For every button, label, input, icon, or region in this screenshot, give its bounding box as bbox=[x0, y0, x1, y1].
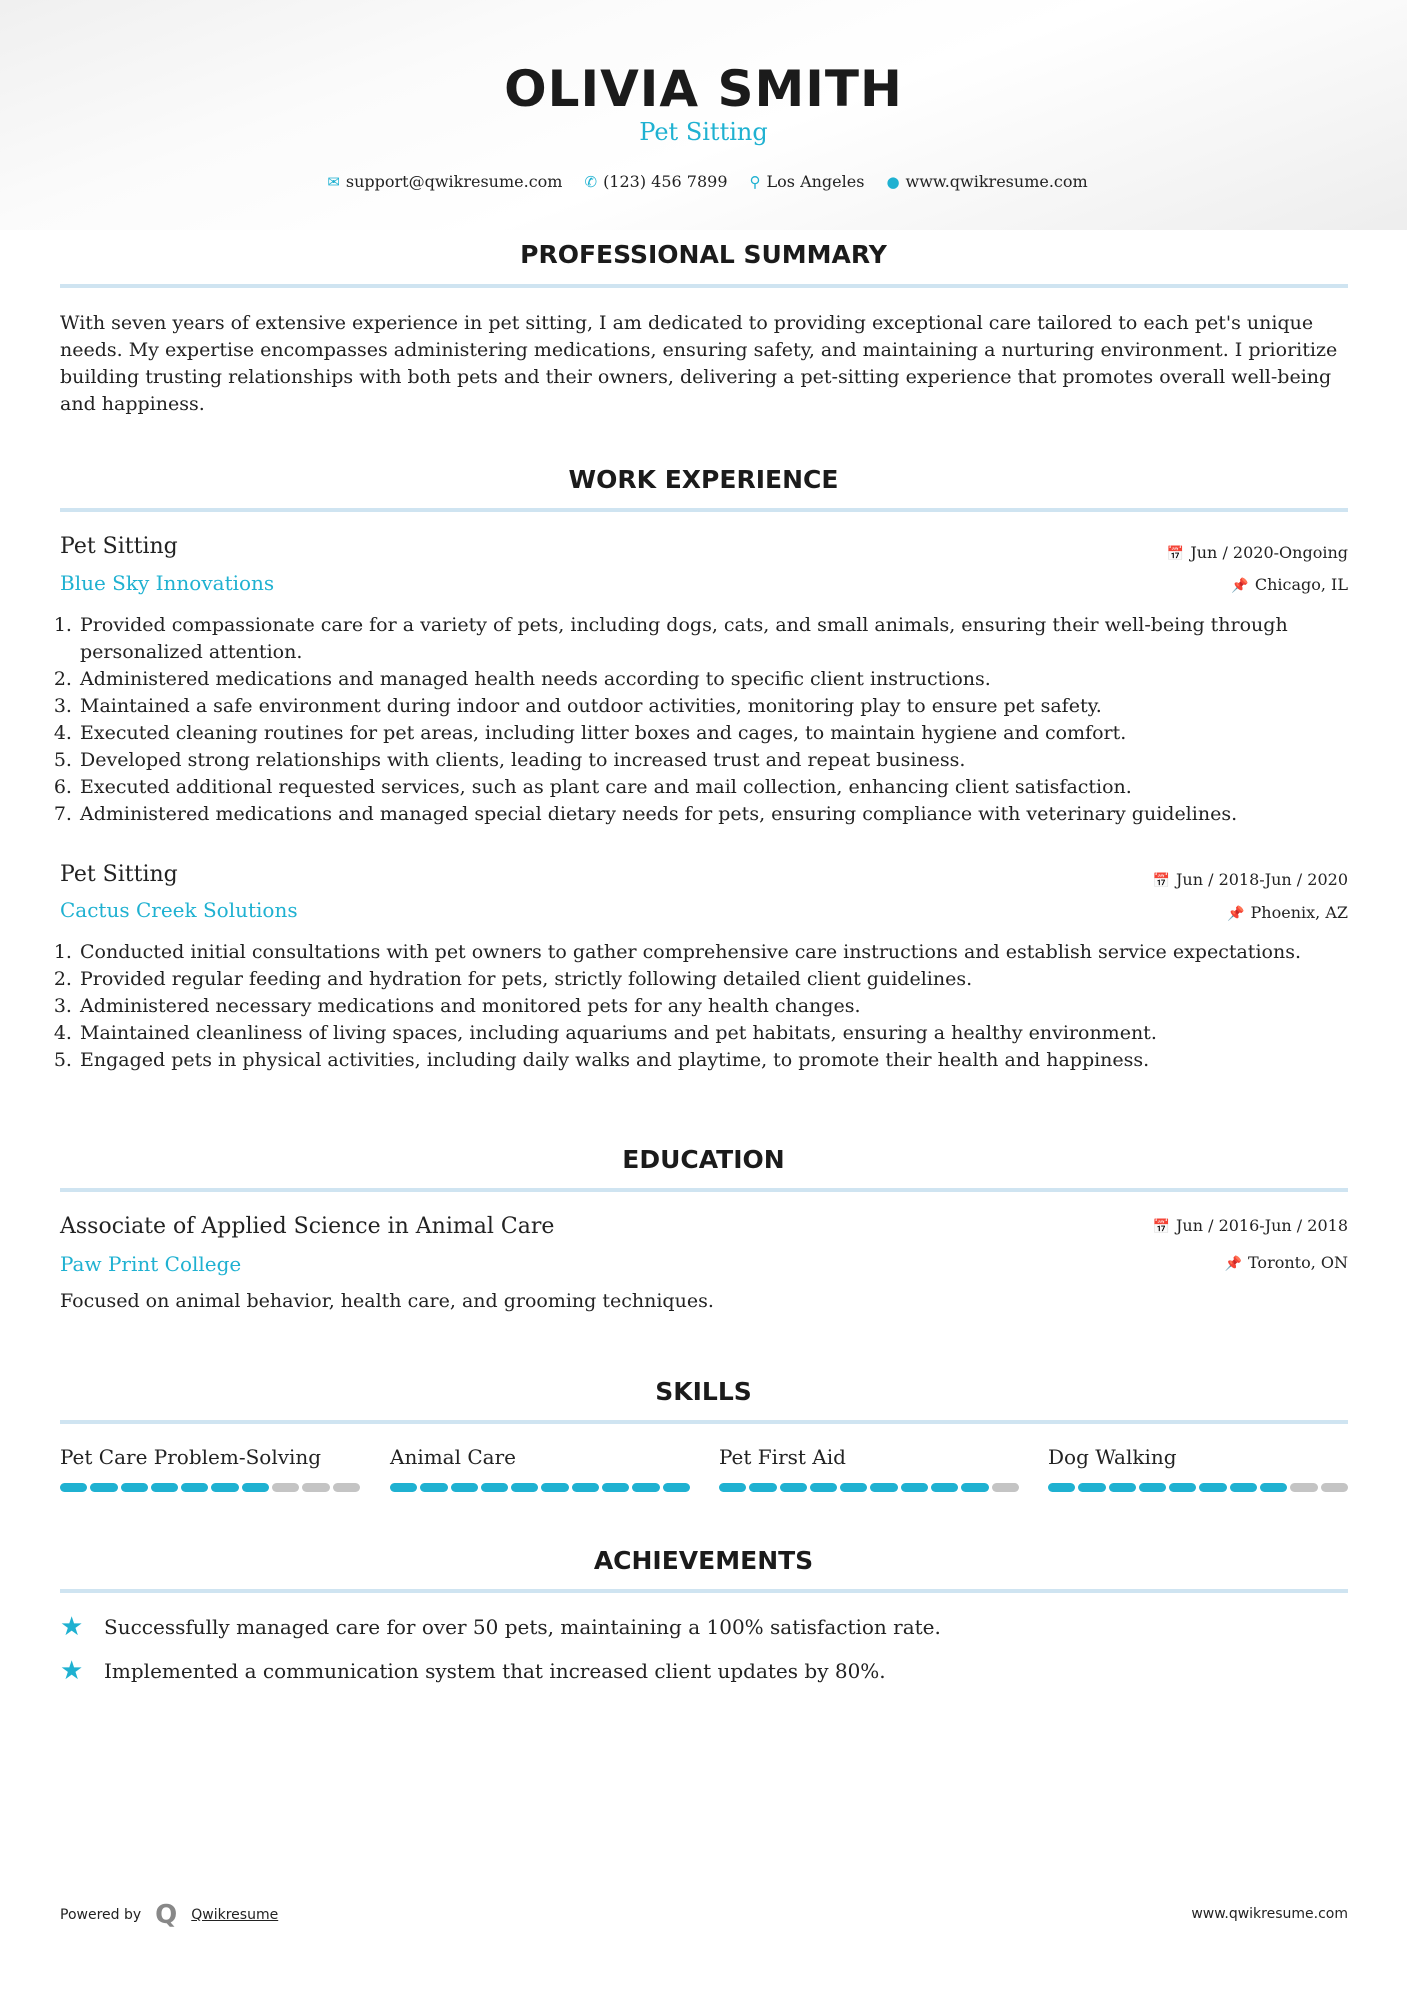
rating-segment-filled bbox=[870, 1483, 897, 1492]
job-title: Pet Sitting bbox=[60, 534, 178, 559]
pin-icon: 📌 bbox=[1227, 906, 1245, 922]
candidate-title: Pet Sitting bbox=[639, 118, 768, 146]
list-item: 2. Provided regular feeding and hydration for pets, strictly following detailed client guidelines. bbox=[78, 966, 1350, 993]
contact-location: Los Angeles bbox=[766, 172, 865, 191]
skill-rating bbox=[1048, 1483, 1348, 1492]
star-icon: ★ bbox=[60, 1612, 84, 1642]
achievement-item bbox=[60, 1612, 941, 1642]
rating-segment-filled bbox=[749, 1483, 776, 1492]
section-divider bbox=[60, 1188, 1348, 1192]
rating-segment-filled bbox=[181, 1483, 208, 1492]
job-date-text: Jun / 2018-Jun / 2020 bbox=[1175, 870, 1348, 889]
rating-segment-filled bbox=[211, 1483, 238, 1492]
skill-name: Dog Walking bbox=[1048, 1445, 1177, 1469]
summary-heading: PROFESSIONAL SUMMARY bbox=[520, 240, 887, 269]
achievement-text: Successfully managed care for over 50 pets, maintaining a 100% satisfaction rate. bbox=[104, 1615, 941, 1639]
education-date bbox=[1153, 1216, 1348, 1235]
skill-item bbox=[719, 1445, 1019, 1492]
section-divider bbox=[60, 1589, 1348, 1593]
rating-segment-filled bbox=[572, 1483, 599, 1492]
job-location bbox=[1227, 903, 1348, 922]
list-item: 5. Developed strong relationships with clients, leading to increased trust and repeat business. bbox=[78, 747, 1350, 774]
rating-segment-empty bbox=[333, 1483, 360, 1492]
section-divider bbox=[60, 1420, 1348, 1424]
rating-segment-filled bbox=[780, 1483, 807, 1492]
experience-heading: WORK EXPERIENCE bbox=[568, 465, 839, 494]
education-heading: EDUCATION bbox=[622, 1145, 785, 1174]
rating-segment-filled bbox=[840, 1483, 867, 1492]
rating-segment-filled bbox=[1048, 1483, 1075, 1492]
candidate-name: OLIVIA SMITH bbox=[504, 60, 903, 118]
list-item: 1. Provided compassionate care for a variety of pets, including dogs, cats, and small animals, ensuring their well-being through personalized attention. bbox=[78, 612, 1350, 666]
rating-segment-empty bbox=[1321, 1483, 1348, 1492]
skill-item bbox=[60, 1445, 360, 1492]
job-bullets bbox=[60, 939, 1350, 1074]
skill-name: Animal Care bbox=[390, 1445, 516, 1469]
achievement-text: Implemented a communication system that increased client updates by 80%. bbox=[104, 1659, 886, 1683]
pin-icon: 📌 bbox=[1224, 1256, 1242, 1272]
map-marker-icon: ⚲ bbox=[749, 173, 761, 191]
rating-segment-filled bbox=[1230, 1483, 1257, 1492]
skill-name: Pet Care Problem-Solving bbox=[60, 1445, 322, 1469]
list-item: 5. Engaged pets in physical activities, including daily walks and playtime, to promote their health and happiness. bbox=[78, 1047, 1350, 1074]
rating-segment-filled bbox=[541, 1483, 568, 1492]
skill-rating bbox=[390, 1483, 690, 1492]
footer-website[interactable]: www.qwikresume.com bbox=[1191, 1906, 1348, 1922]
qwikresume-logo-icon: Q bbox=[155, 1900, 178, 1930]
contact-email[interactable]: support@qwikresume.com bbox=[345, 172, 563, 191]
job-bullets bbox=[60, 612, 1350, 828]
section-divider bbox=[60, 508, 1348, 512]
rating-segment-filled bbox=[60, 1483, 87, 1492]
rating-segment-filled bbox=[1260, 1483, 1287, 1492]
section-divider bbox=[60, 284, 1348, 288]
calendar-icon: 📅 bbox=[1166, 546, 1185, 562]
rating-segment-filled bbox=[961, 1483, 988, 1492]
calendar-icon: 📅 bbox=[1152, 873, 1170, 889]
education-location bbox=[1225, 1253, 1348, 1272]
skill-rating bbox=[719, 1483, 1019, 1492]
rating-segment-filled bbox=[663, 1483, 690, 1492]
list-item: 7. Administered medications and managed special dietary needs for pets, ensuring compliance with veterinary guidelines. bbox=[78, 801, 1350, 828]
achievements-heading: ACHIEVEMENTS bbox=[593, 1546, 814, 1575]
list-item: 6. Executed additional requested services, such as plant care and mail collection, enhancing client satisfaction. bbox=[78, 774, 1350, 801]
list-item: 4. Executed cleaning routines for pet areas, including litter boxes and cages, to maintain hygiene and comfort. bbox=[78, 720, 1350, 747]
list-item: 3. Maintained a safe environment during indoor and outdoor activities, monitoring play to ensure pet safety. bbox=[78, 693, 1350, 720]
job-company: Blue Sky Innovations bbox=[60, 571, 275, 595]
rating-segment-filled bbox=[151, 1483, 178, 1492]
skill-item bbox=[1048, 1445, 1348, 1492]
rating-segment-filled bbox=[481, 1483, 508, 1492]
job-location-text: Chicago, IL bbox=[1254, 575, 1348, 594]
rating-segment-filled bbox=[121, 1483, 148, 1492]
rating-segment-empty bbox=[302, 1483, 329, 1492]
rating-segment-filled bbox=[931, 1483, 958, 1492]
calendar-icon: 📅 bbox=[1152, 1219, 1170, 1235]
rating-segment-filled bbox=[451, 1483, 478, 1492]
contact-phone: (123) 456 7899 bbox=[603, 172, 728, 191]
rating-segment-filled bbox=[719, 1483, 746, 1492]
rating-segment-filled bbox=[632, 1483, 659, 1492]
skill-name: Pet First Aid bbox=[719, 1445, 846, 1469]
star-icon: ★ bbox=[60, 1656, 84, 1686]
list-item: 2. Administered medications and managed health needs according to specific client instructions. bbox=[78, 666, 1350, 693]
qwikresume-link[interactable]: Qwikresume bbox=[191, 1907, 279, 1923]
rating-segment-filled bbox=[901, 1483, 928, 1492]
globe-icon: ● bbox=[886, 173, 900, 191]
contact-bar bbox=[0, 172, 1407, 191]
rating-segment-filled bbox=[420, 1483, 447, 1492]
job-title: Pet Sitting bbox=[60, 862, 178, 887]
rating-segment-filled bbox=[511, 1483, 538, 1492]
list-item: 1. Conducted initial consultations with pet owners to gather comprehensive care instructions and establish service expectations. bbox=[78, 939, 1350, 966]
rating-segment-empty bbox=[272, 1483, 299, 1492]
job-date bbox=[1153, 870, 1348, 889]
list-item: 3. Administered necessary medications and monitored pets for any health changes. bbox=[78, 993, 1350, 1020]
skill-item bbox=[390, 1445, 690, 1492]
rating-segment-filled bbox=[1109, 1483, 1136, 1492]
job-date bbox=[1167, 543, 1348, 562]
school-name: Paw Print College bbox=[60, 1252, 242, 1276]
degree-title: Associate of Applied Science in Animal Care bbox=[60, 1214, 555, 1239]
contact-website[interactable]: www.qwikresume.com bbox=[905, 172, 1088, 191]
summary-text: With seven years of extensive experience in pet sitting, I am dedicated to providing exceptional care tailored to each pet's unique needs. My expertise encompasses administering medications, ensuring safety, and maintaining a nurturing environment. I prioritize building trusting relationships with both pets and their owners, delivering a pet-sitting experience that promotes overall well-being and happiness. bbox=[60, 312, 1338, 415]
rating-segment-filled bbox=[602, 1483, 629, 1492]
rating-segment-empty bbox=[992, 1483, 1019, 1492]
job-date-text: Jun / 2020-Ongoing bbox=[1190, 543, 1348, 562]
rating-segment-filled bbox=[90, 1483, 117, 1492]
list-item: 4. Maintained cleanliness of living spaces, including aquariums and pet habitats, ensuring a healthy environment. bbox=[78, 1020, 1350, 1047]
job-location-text: Phoenix, AZ bbox=[1250, 903, 1348, 922]
powered-by-label: Powered by bbox=[60, 1907, 142, 1923]
rating-segment-filled bbox=[1199, 1483, 1226, 1492]
rating-segment-filled bbox=[1139, 1483, 1166, 1492]
rating-segment-filled bbox=[1169, 1483, 1196, 1492]
rating-segment-filled bbox=[1078, 1483, 1105, 1492]
rating-segment-filled bbox=[242, 1483, 269, 1492]
skills-heading: SKILLS bbox=[655, 1377, 752, 1406]
rating-segment-filled bbox=[390, 1483, 417, 1492]
rating-segment-filled bbox=[810, 1483, 837, 1492]
phone-icon: ✆ bbox=[584, 173, 598, 191]
rating-segment-empty bbox=[1290, 1483, 1317, 1492]
achievement-item bbox=[60, 1656, 886, 1686]
skill-rating bbox=[60, 1483, 360, 1492]
job-location bbox=[1231, 575, 1348, 594]
envelope-icon: ✉ bbox=[327, 173, 340, 191]
education-location-text: Toronto, ON bbox=[1248, 1253, 1348, 1272]
education-date-text: Jun / 2016-Jun / 2018 bbox=[1175, 1216, 1348, 1235]
education-description: Focused on animal behavior, health care, and grooming techniques. bbox=[60, 1290, 714, 1312]
job-company: Cactus Creek Solutions bbox=[60, 898, 298, 922]
footer-powered-by bbox=[60, 1900, 278, 1930]
pin-icon: 📌 bbox=[1231, 578, 1249, 594]
